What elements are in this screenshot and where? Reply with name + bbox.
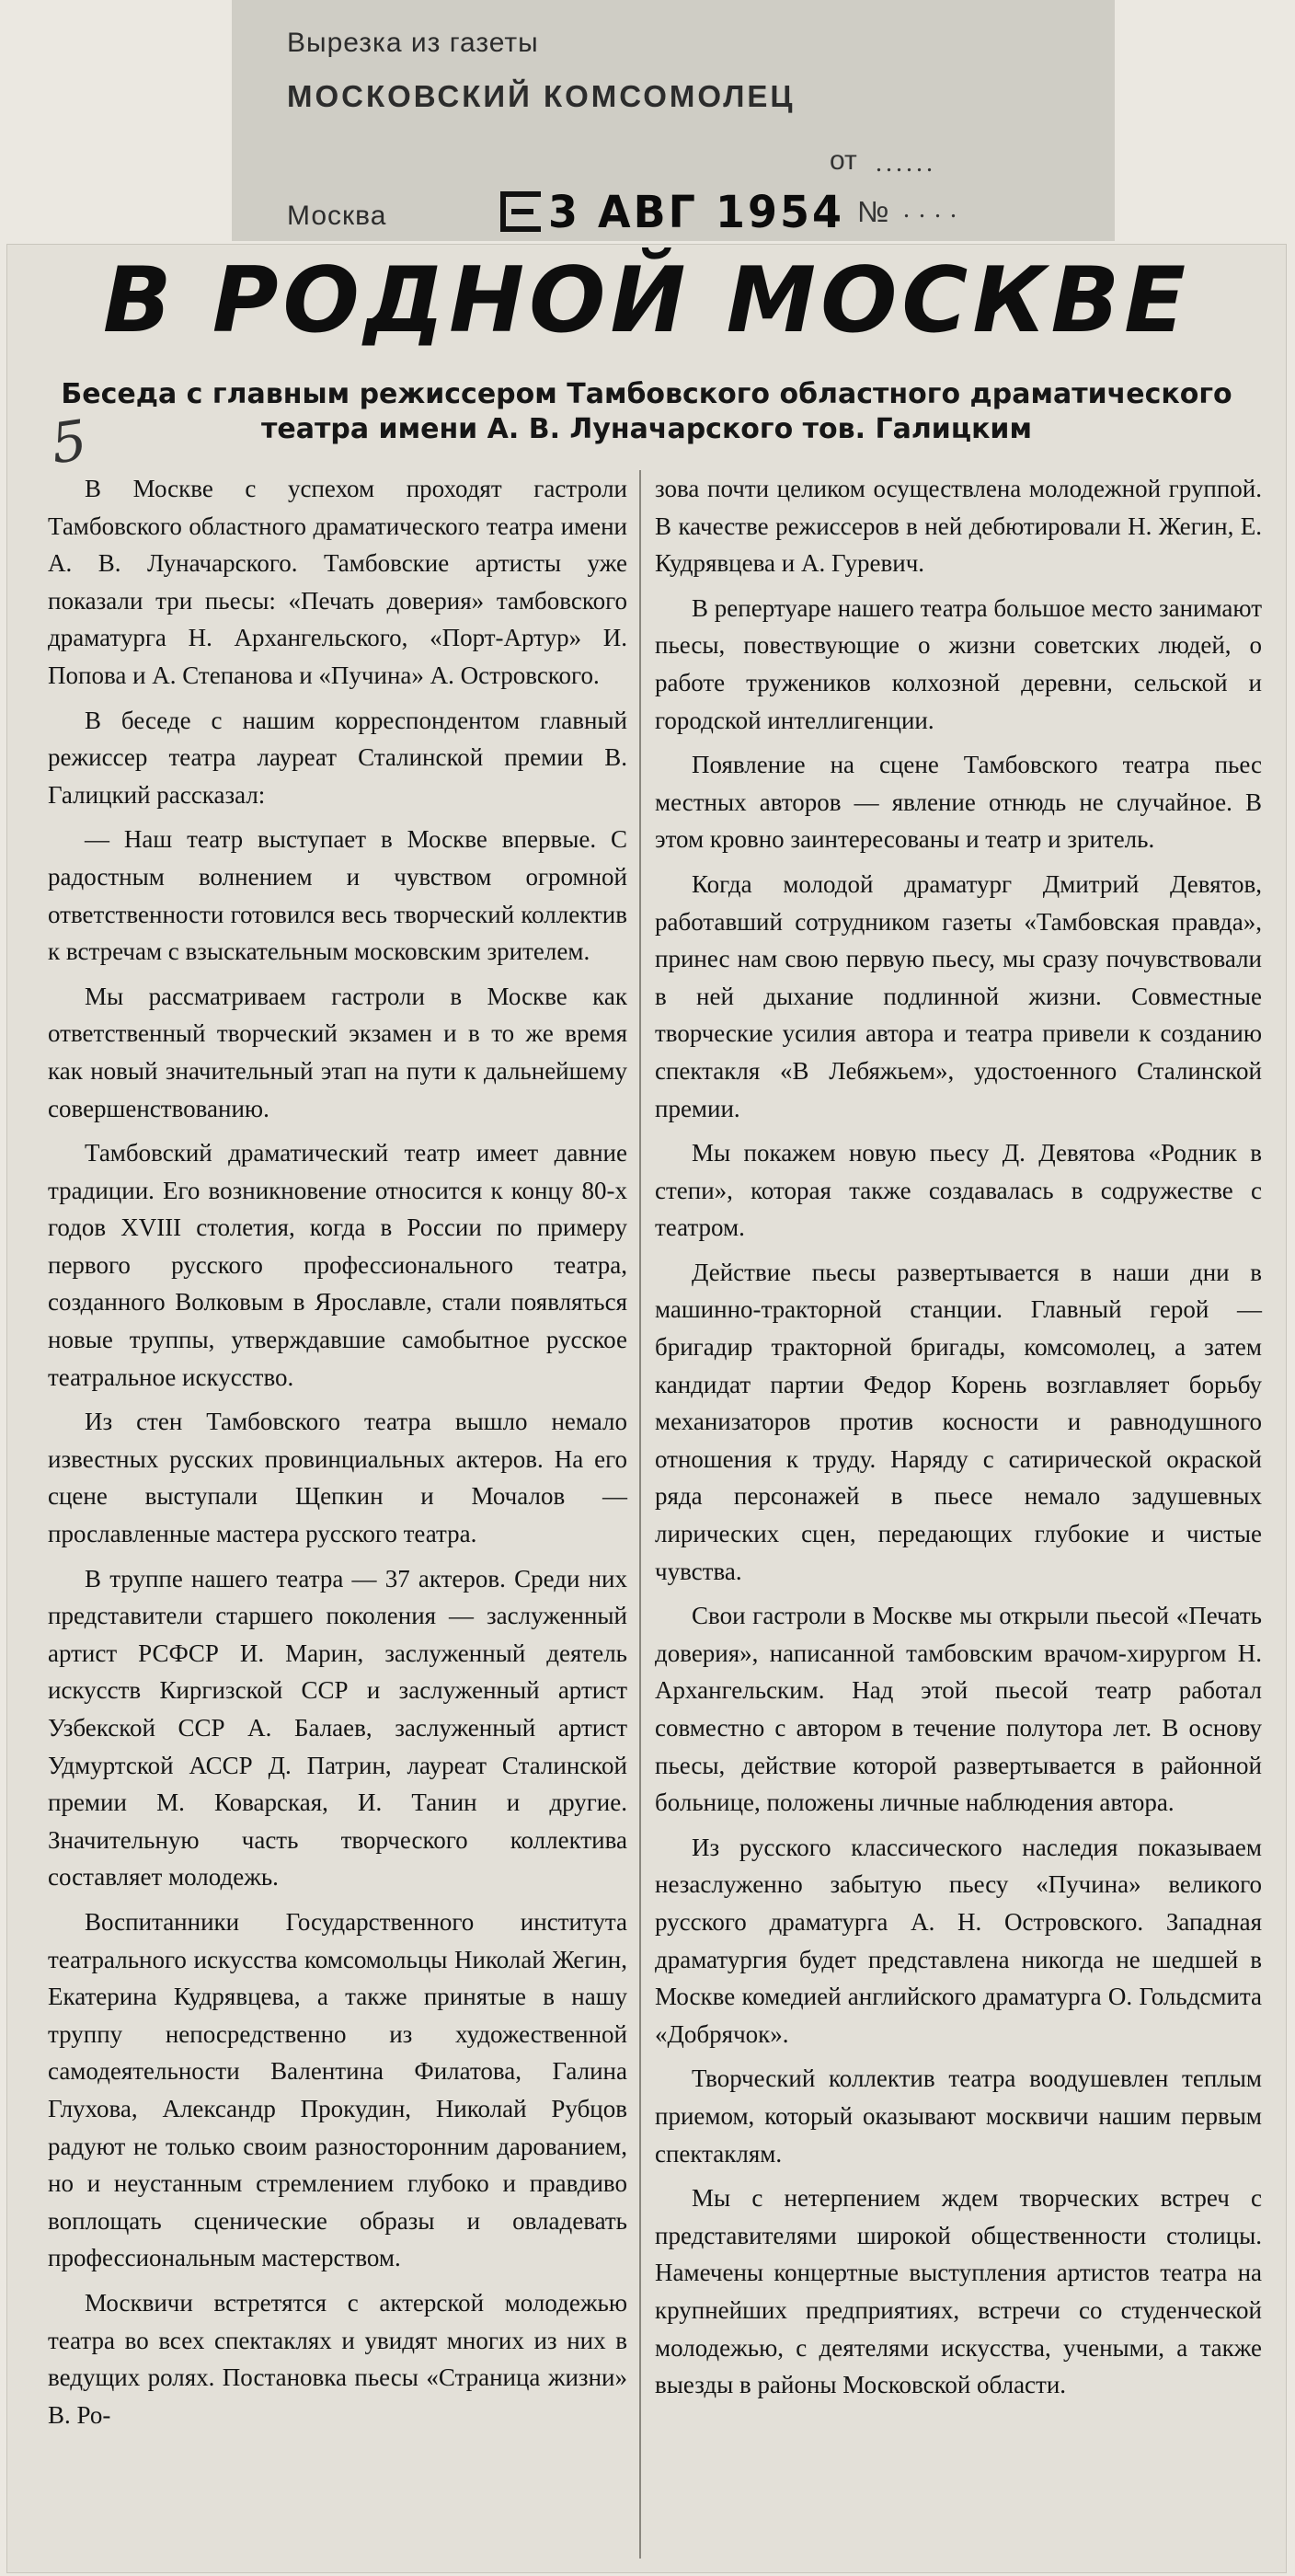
paragraph: — Наш театр выступает в Москве впервые. С радостным волнением и чувством огромной ответственности готовился весь творческий коллектив к встречам с взыскательным московским зрителем. [48,825,627,966]
paragraph: Москвичи встретятся с актерской молодежью театра во всех спектаклях и увидят многих из них в ведущих ролях. Постановка пьесы «Страница жизни» В. Ро- [48,2288,627,2429]
subheading-line-1: Беседа с главным режиссером Тамбовского областного драматического [61,378,1232,410]
clipping-source-label: Вырезка из газеты [287,28,539,58]
paragraph: Воспитанники Государственного института театрального искусства комсомольцы Николай Жегин, Екатерина Кудрявцева, а также принятые в нашу труппу непосредственно из художественной самодеятельности Валентина Филатова, Галина Глухова, Александр Прокудин, Николай Рубцов радуют не только своим разносторонним дарованием, но и неустанным стремлением глубоко и правдиво воплощать сценические образы и овладевать профессиональным мастерством. [48,1907,627,2272]
paragraph: В беседе с нашим корреспондентом главный режиссер театра лауреат Сталинской премии В. Галицкий рассказал: [48,706,627,809]
column-divider [639,470,641,2559]
paragraph: Появление на сцене Тамбовского театра пьес местных авторов — явление отнюдь не случайное. В этом кровно заинтересованы и театр и зритель. [655,751,1262,854]
city-label: Москва [287,201,387,231]
newspaper-name: МОСКОВСКИЙ КОМСОМОЛЕЦ [287,79,796,113]
date-stamp [500,184,844,239]
number-label: № [857,195,889,228]
paragraph: В Москве с успехом проходят гастроли Тамбовского областного драматического театра имени А. В. Луначарского. Тамбовские артисты уже показали три пьесы: «Печать доверия» тамбовского драматурга Н. Архангельского, «Порт-Артур» И. Попова и А. Степанова и «Пучина» А. Островского. [48,475,627,689]
article-subheading [7,377,1286,447]
article-headline: В РОДНОЙ МОСКВЕ [102,248,1191,353]
paragraph: зова почти целиком осуществлена молодежной группой. В качестве режиссеров в ней дебютировали Н. Жегин, Е. Кудрявцева и А. Гуревич. [655,475,1262,578]
paragraph: Мы рассматриваем гастроли в Москве как ответственный творческий экзамен и в то же время как новый значительный этап на пути к дальнейшему совершенствованию. [48,982,627,1122]
article-column-left [48,470,627,2441]
number-dots: .... [903,195,966,224]
stamp-date: 3 АВГ 1954 [548,185,845,238]
newspaper-clipping [7,245,1286,2572]
paragraph: Когда молодой драматург Дмитрий Девятов, работавший сотрудником газеты «Тамбовская правда», принес нам свою первую пьесу, мы сразу почувствовали в ней дыхание подлинной жизни. Совместные творческие усилия автора и театра привели к созданию спектакля «В Лебяжьем», удостоенного Сталинской премии. [655,869,1262,1122]
article-column-right [655,470,1262,2411]
pencil-mark: 5 [47,408,91,477]
paragraph: Из стен Тамбовского театра вышло немало известных русских провинциальных актеров. На его сцене выступали Щепкин и Мочалов — прославленные мастера русского театра. [48,1408,627,1548]
paragraph: Тамбовский драматический театр имеет давние традиции. Его возникновение относится к концу 80-х годов XVIII столетия, когда в России по примеру первого русского профессионального театра, созданного Волковым в Ярославле, стали появляться новые труппы, утверждавшие самобытное русское театральное искусство. [48,1139,627,1391]
date-from-label: от [830,145,857,176]
subheading-line-2: театра имени А. В. Луначарского тов. Галицким [261,413,1032,445]
archive-label [232,0,1115,241]
paragraph: В труппе нашего театра — 37 актеров. Среди них представители старшего поколения — заслуженный артист РСФСР И. Марин, заслуженный деятель искусств Киргизской ССР и заслуженный артист Узбекской ССР А. Балаев, заслуженный артист Удмуртской АССР Д. Патрин, лауреат Сталинской премии М. Коварская, И. Танин и другие. Значительную часть творческого коллектива составляет молодежь. [48,1564,627,1892]
paragraph: Мы с нетерпением ждем творческих встреч с представителями широкой общественности столицы. Намечены концертные выступления артистов театра на крупнейших предприятиях, встречи со студенческой молодежью, с деятелями искусства, учеными, а также выезды в районы Московской области. [655,2184,1262,2399]
paragraph: Мы покажем новую пьесу Д. Девятова «Родник в степи», которая также создавалась в содружестве с театром. [655,1139,1262,1242]
stamp-mark-icon [500,191,541,232]
paragraph: Творческий коллектив театра воодушевлен теплым приемом, который оказывают москвичи нашим первым спектаклям. [655,2064,1262,2168]
paragraph: Действие пьесы развертывается в наши дни в машинно-тракторной станции. Главный герой — бригадир тракторной бригады, комсомолец, а затем кандидат партии Федор Корень возглавляет борьбу механизаторов против косности и равнодушного отношения к труду. Наряду с сатирической окраской ряда персонажей в пьесе немало задушевных лирических сцен, передающих глубокие и чистые чувства. [655,1258,1262,1585]
paragraph: Из русского классического наследия показываем незаслуженно забытую пьесу «Пучина» великого русского драматурга А. Н. Островского. Западная драматургия будет представлена никогда не шедшей в Москве комедией английского драматурга О. Гольдсмита «Добрячок». [655,1833,1262,2048]
paragraph: В репертуаре нашего театра большое место занимают пьесы, повествующие о жизни советских людей, о работе тружеников колхозной деревни, сельской и городской интеллигенции. [655,593,1262,734]
date-from-dots: ...... [876,149,936,178]
paragraph: Свои гастроли в Москве мы открыли пьесой «Печать доверия», написанной тамбовским врачом-хирургом Н. Архангельским. Над этой пьесой театр работал совместно с автором в течение полутора лет. В основу пьесы, действие которой развертывается в районной больнице, положены личные наблюдения автора. [655,1602,1262,1817]
